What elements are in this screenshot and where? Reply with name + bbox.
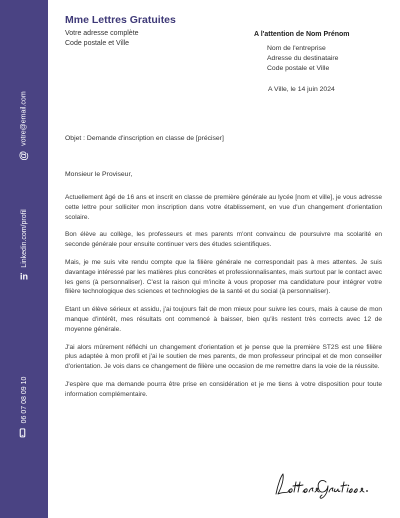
- paragraph: Actuellement âgé de 16 ans et inscrit en classe de première générale au lycée [nom et ville], je vous adresse cette lettre pour solliciter mon inscription dans votre établissement, en vue d'un changement d'orientation scolaire.: [65, 194, 382, 221]
- sender-city: Code postale et Ville: [65, 40, 130, 47]
- paragraph: J'espère que ma demande pourra être prise en considération et je me tiens à votre disposition pour toute information complémentaire.: [65, 380, 382, 398]
- sidebar-linkedin: Linkedin.com/profil: [20, 209, 28, 268]
- at-icon: @: [18, 150, 30, 161]
- sender-name: Mme Lettres Gratuites: [65, 14, 176, 26]
- linkedin-icon: in: [20, 271, 28, 282]
- letter-date: A Ville, le 14 juin 2024: [268, 86, 335, 93]
- greeting: Monsieur le Proviseur,: [65, 171, 133, 178]
- phone-icon: [18, 428, 30, 437]
- handwritten-signature: [272, 470, 372, 500]
- sender-address: Votre adresse complète: [65, 30, 139, 37]
- sidebar-email: votre@email.com: [20, 91, 28, 146]
- paragraph: J'ai alors mûrement réfléchi un changement d'orientation et je pense que la première ST2S est une filière plus adaptée à mon profil et j'ai le soutien de mes parents, de mon professeur principal et de mon conseiller d'orientation. Je vois dans ce changement de filière une occasion de me remettre dans la voie de la réussite.: [65, 343, 382, 371]
- letter-subject: Objet : Demande d'inscription en classe de [préciser]: [65, 135, 224, 142]
- sidebar-phone: 06 07 08 09 10: [20, 376, 28, 424]
- letter-body: [65, 193, 382, 408]
- recipient-attention: A l'attention de Nom Prénom: [254, 31, 350, 38]
- paragraph: Bon élève au collège, les professeurs et mes parents m'ont convaincu de poursuivre ma scolarité en seconde générale pour ensuite continuer vers des études scientifiques.: [65, 231, 382, 249]
- paragraph: Mais, je me suis vite rendu compte que la filière générale ne correspondait pas à mes attentes. Je suis davantage intéressé par les matières plus concrètes et professionnalisantes, mais surtout par le contact avec les gens (à personnaliser). C'est la raison qui m'incite à vous proposer ma candidature pour intégrer votre filière technologique des sciences et technologies de la santé et du social (à personnaliser).: [65, 258, 382, 296]
- sidebar: [0, 0, 48, 518]
- recipient-address: Adresse du destinataire: [267, 55, 339, 62]
- recipient-city: Code postale et Ville: [267, 65, 330, 72]
- paragraph: Etant un élève sérieux et assidu, j'ai toujours fait de mon mieux pour suivre les cours, mais à cause de mon manque d'intérêt, mes résultats ont commencé à baisser, bien qu'ils restent très corrects avec 12 de moyenne générale.: [65, 306, 382, 333]
- recipient-company: Nom de l'entreprise: [267, 45, 326, 52]
